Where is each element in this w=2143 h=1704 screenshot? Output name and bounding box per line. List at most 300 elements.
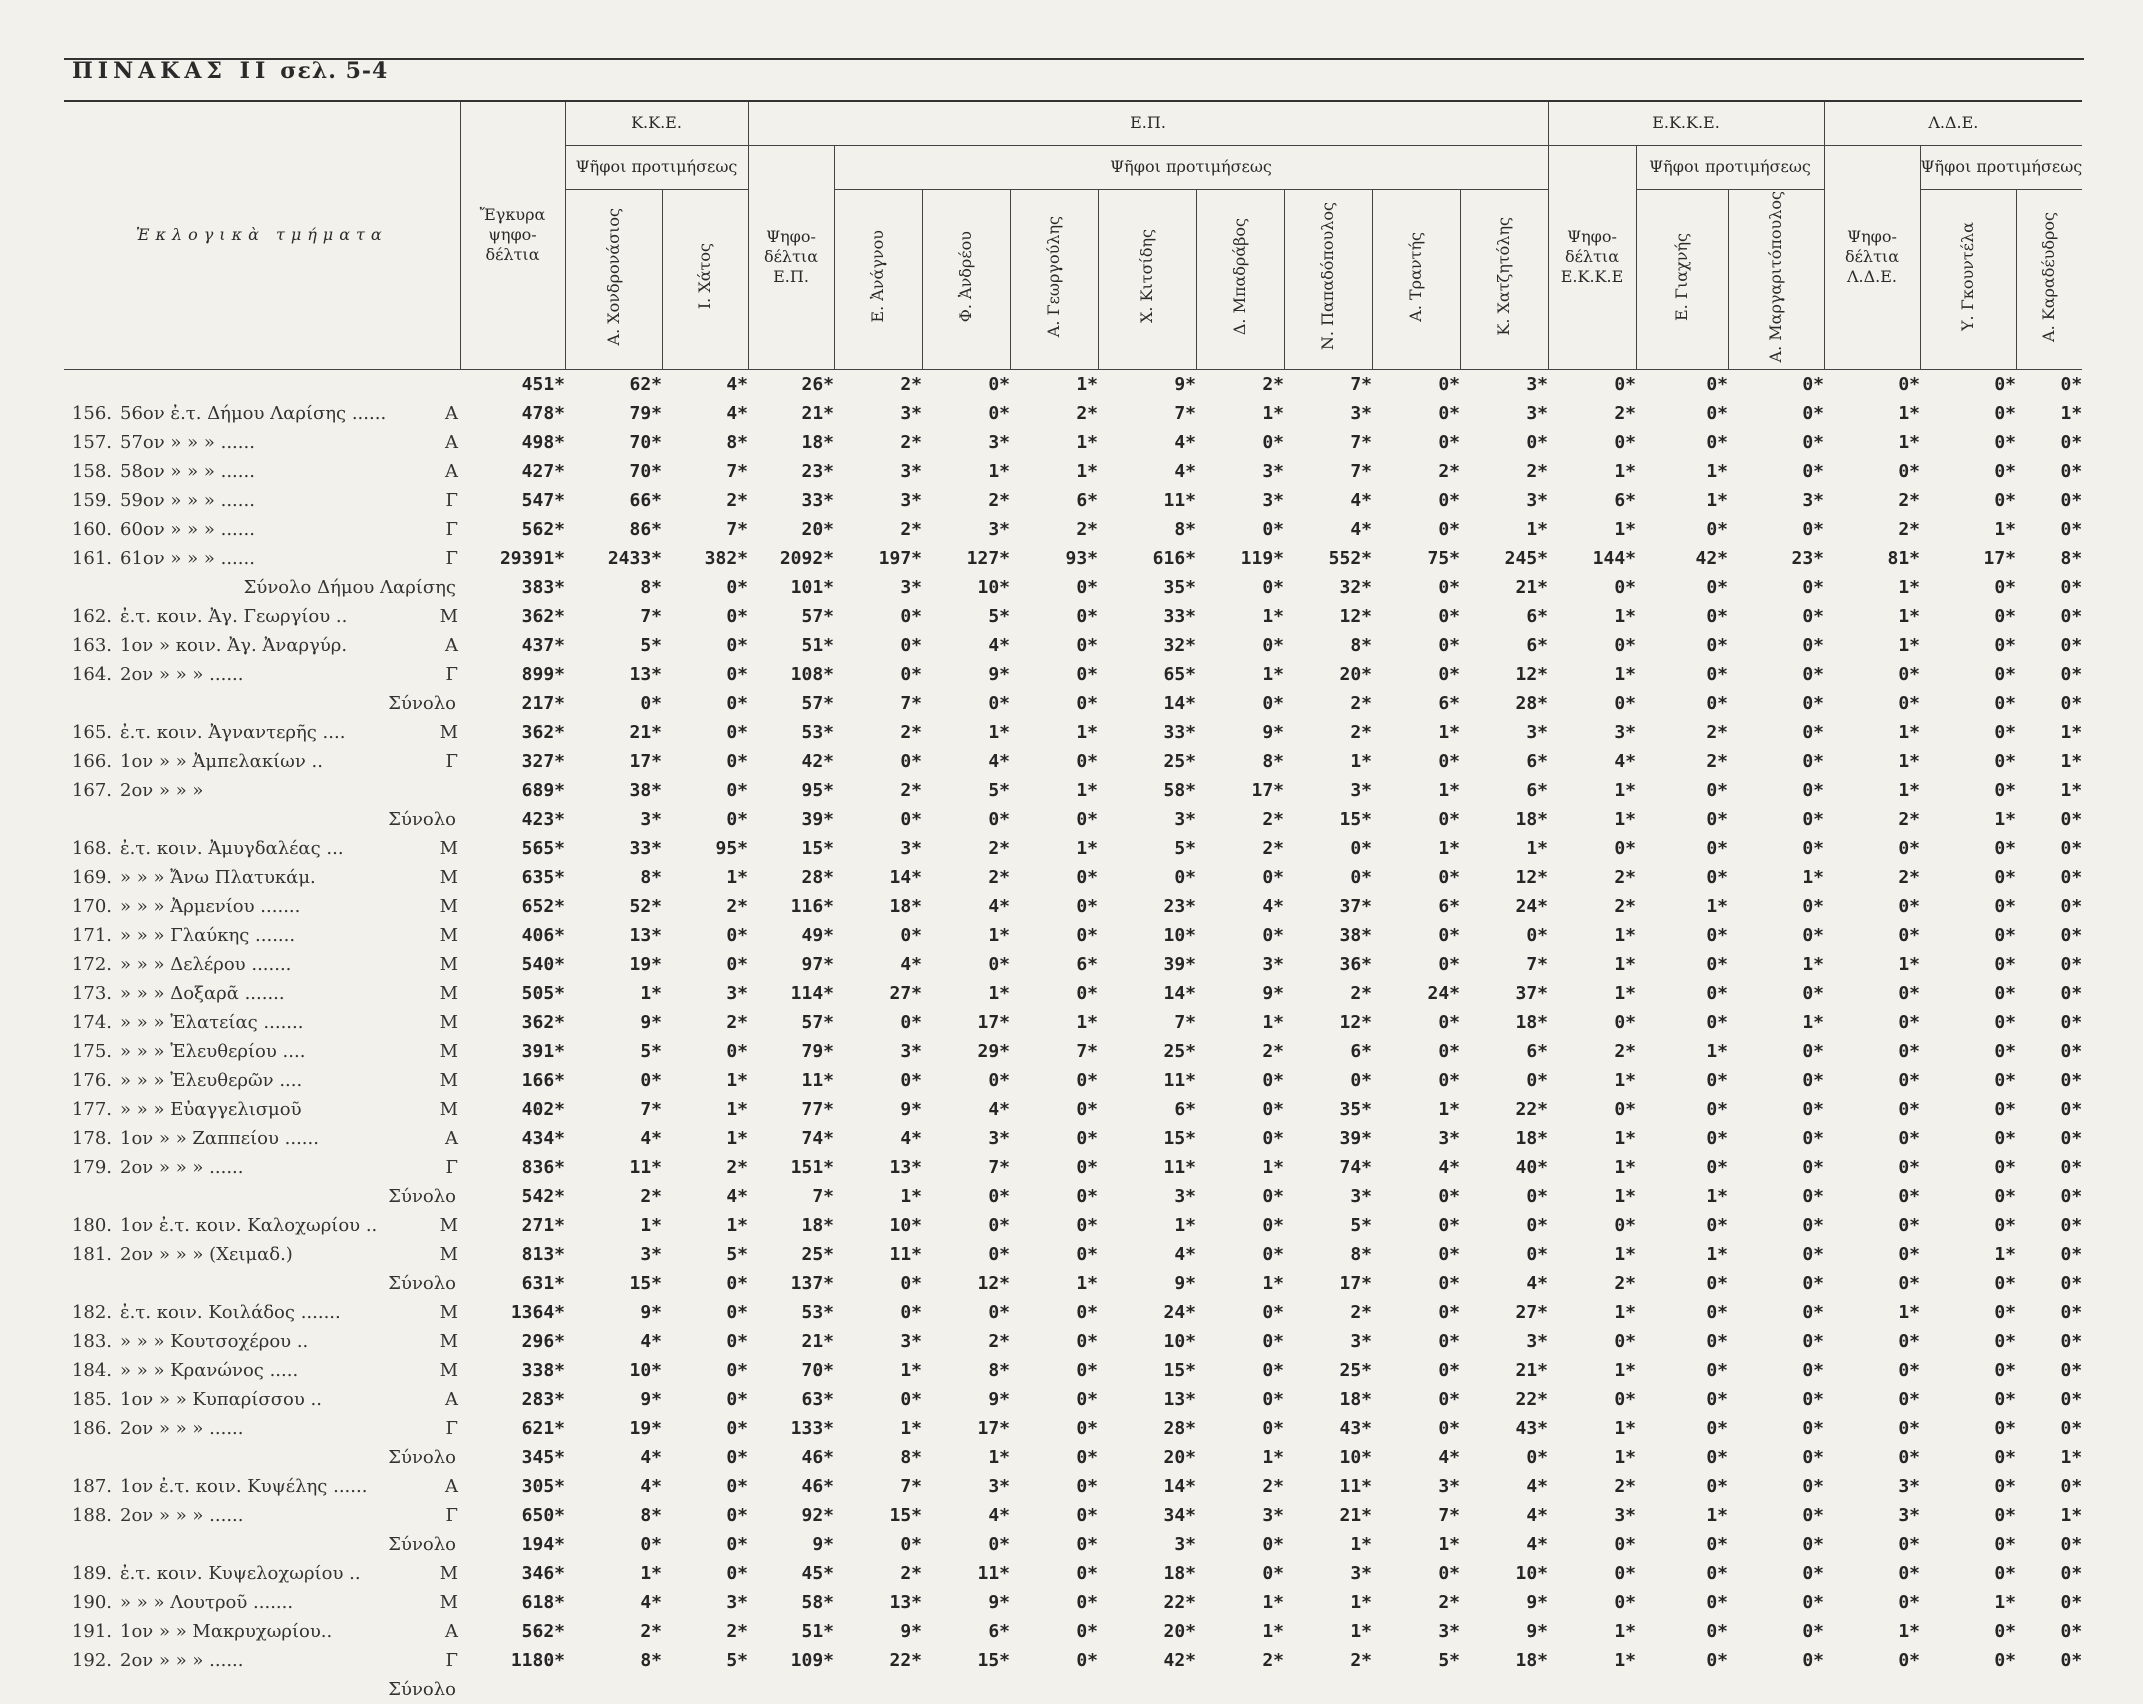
value-cell: 0* — [988, 1069, 1010, 1091]
value-cell: 18* — [1515, 1127, 1548, 1149]
area-cell — [64, 1182, 460, 1211]
value-cell: 0* — [1262, 692, 1284, 714]
value-cell: 1* — [1614, 779, 1636, 801]
value-cell: 3* — [640, 808, 662, 830]
area-class: Μ — [439, 1330, 458, 1352]
value-cell: 0* — [726, 1040, 748, 1062]
value-cell: 38* — [629, 779, 662, 801]
value-cell: 296* — [521, 1330, 565, 1352]
value-cell: 0* — [726, 1301, 748, 1323]
value-cell: 2* — [640, 1620, 662, 1642]
value-cell: 2* — [1706, 721, 1728, 743]
value-cell: 0* — [1994, 1011, 2016, 1033]
value-cell: 0* — [1076, 895, 1098, 917]
value-cell — [1196, 1675, 1284, 1704]
value-cell: 18* — [801, 1214, 834, 1236]
value-cell: 2092* — [779, 547, 834, 569]
value-cell: 0* — [1898, 1533, 1920, 1555]
value-cell: 478* — [521, 402, 565, 424]
area-cell — [64, 1298, 460, 1327]
value-cell: 0* — [1438, 1330, 1460, 1352]
value-cell: 0* — [1262, 1069, 1284, 1091]
value-cell: 0* — [1994, 924, 2016, 946]
value-cell: 0* — [1438, 576, 1460, 598]
value-cell: 1* — [1898, 953, 1920, 975]
value-cell: 565* — [521, 837, 565, 859]
value-cell: 32* — [1339, 576, 1372, 598]
value-cell: 345* — [521, 1446, 565, 1468]
value-cell: 0* — [1802, 1359, 1824, 1381]
value-cell: 0* — [1438, 1185, 1460, 1207]
value-cell: 1* — [1076, 1272, 1098, 1294]
value-cell: 0* — [1898, 895, 1920, 917]
value-cell: 1* — [1898, 634, 1920, 656]
value-cell: 1* — [2060, 750, 2083, 772]
value-cell: 15* — [977, 1649, 1010, 1671]
value-cell: 0* — [1994, 431, 2016, 453]
table-row — [64, 1095, 2082, 1124]
value-cell: 0* — [1898, 1098, 1920, 1120]
value-cell: 2* — [1614, 1475, 1636, 1497]
value-cell: 5* — [726, 1243, 748, 1265]
table-row — [64, 1501, 2082, 1530]
value-cell — [565, 1675, 662, 1704]
area-class: Μ — [439, 924, 458, 946]
value-cell: 0* — [1262, 924, 1284, 946]
value-cell: 2* — [1076, 402, 1098, 424]
value-cell: 0* — [1802, 431, 1824, 453]
table-row — [64, 863, 2082, 892]
value-cell: 15* — [1163, 1359, 1196, 1381]
value-cell: 1* — [1076, 1011, 1098, 1033]
value-cell: 0* — [1614, 1533, 1636, 1555]
value-cell: 0* — [1898, 924, 1920, 946]
area-label: » » » Δοξαρᾶ ....... — [120, 982, 285, 1004]
area-class: Α — [445, 1127, 458, 1149]
value-cell: 3* — [1174, 1533, 1196, 1555]
value-cell: 4* — [988, 750, 1010, 772]
value-cell: 18* — [1163, 1562, 1196, 1584]
value-cell: 197* — [878, 547, 922, 569]
table-row — [64, 776, 2082, 805]
area-label: » » » Λουτροῦ ....... — [120, 1591, 294, 1613]
value-cell: 0* — [1706, 1533, 1728, 1555]
value-cell: 1* — [640, 982, 662, 1004]
value-cell: 0* — [2060, 460, 2083, 482]
value-cell: 0* — [2060, 1591, 2083, 1613]
table-row — [64, 1414, 2082, 1443]
value-cell: 7* — [988, 1156, 1010, 1178]
value-cell: 1* — [726, 1214, 748, 1236]
value-cell: 7* — [1526, 953, 1548, 975]
value-cell: 0* — [1174, 866, 1196, 888]
value-cell: 0* — [1706, 1417, 1728, 1439]
value-cell: 0* — [1706, 1475, 1728, 1497]
table-row-total — [64, 1269, 2082, 1298]
value-cell: 0* — [1802, 460, 1824, 482]
value-cell: 58* — [1163, 779, 1196, 801]
value-cell: 3* — [1438, 1127, 1460, 1149]
value-cell: 74* — [1339, 1156, 1372, 1178]
value-cell: 116* — [790, 895, 834, 917]
value-cell: 0* — [2060, 1533, 2083, 1555]
value-cell: 7* — [1438, 1504, 1460, 1526]
area-number: 163. — [71, 634, 112, 656]
value-cell: 25* — [801, 1243, 834, 1265]
value-cell: 2* — [988, 866, 1010, 888]
value-cell: 434* — [521, 1127, 565, 1149]
area-number: 161. — [71, 547, 112, 569]
area-class: Γ — [445, 1504, 458, 1526]
area-cell — [64, 1559, 460, 1588]
value-cell: 42* — [1695, 547, 1728, 569]
value-cell: 0* — [1076, 1446, 1098, 1468]
area-class: Μ — [439, 1069, 458, 1091]
value-cell: 7* — [1350, 460, 1372, 482]
value-cell: 0* — [1614, 634, 1636, 656]
value-cell: 13* — [629, 924, 662, 946]
value-cell: 0* — [1706, 1562, 1728, 1584]
value-cell: 9* — [812, 1533, 834, 1555]
value-cell: 4* — [726, 402, 748, 424]
value-cell: 0* — [726, 1533, 748, 1555]
value-cell: 7* — [726, 518, 748, 540]
value-cell: 0* — [1994, 1301, 2016, 1323]
value-cell: 1* — [1706, 1504, 1728, 1526]
area-label: 2ον » » » ...... — [120, 1417, 244, 1439]
value-cell: 10* — [1515, 1562, 1548, 1584]
value-cell: 0* — [1898, 1243, 1920, 1265]
value-cell: 81* — [1887, 547, 1920, 569]
value-cell — [1010, 1675, 1098, 1704]
value-cell: 0* — [1994, 1330, 2016, 1352]
table-row — [64, 979, 2082, 1008]
value-cell: 0* — [1076, 1475, 1098, 1497]
value-cell: 3* — [1438, 1475, 1460, 1497]
value-cell: 0* — [1614, 1098, 1636, 1120]
value-cell: 1* — [1076, 373, 1098, 395]
value-cell: 1* — [1614, 518, 1636, 540]
table-row — [64, 602, 2082, 631]
value-cell: 1* — [1614, 808, 1636, 830]
value-cell: 0* — [988, 1185, 1010, 1207]
value-cell: 0* — [1438, 1417, 1460, 1439]
value-cell: 24* — [1515, 895, 1548, 917]
value-cell: 3* — [1262, 1504, 1284, 1526]
value-cell: 1* — [1614, 1649, 1636, 1671]
value-cell: 38* — [1339, 924, 1372, 946]
value-cell: 0* — [1706, 779, 1728, 801]
value-cell: 1* — [1706, 1040, 1728, 1062]
value-cell — [1728, 1675, 1824, 1704]
value-cell: 0* — [2060, 663, 2083, 685]
area-cell — [64, 1153, 460, 1182]
value-cell: 2* — [1350, 721, 1372, 743]
value-cell: 6* — [1076, 489, 1098, 511]
value-cell: 0* — [1994, 1040, 2016, 1062]
value-cell: 21* — [1515, 1359, 1548, 1381]
area-cell — [64, 1414, 460, 1443]
value-cell: 17* — [1251, 779, 1284, 801]
value-cell: 0* — [1994, 750, 2016, 772]
value-cell: 1* — [988, 1446, 1010, 1468]
value-cell: 0* — [2060, 1330, 2083, 1352]
value-cell: 0* — [1898, 982, 1920, 1004]
value-cell: 19* — [629, 1417, 662, 1439]
value-cell: 0* — [900, 1069, 922, 1091]
value-cell: 25* — [1163, 1040, 1196, 1062]
value-cell: 3* — [988, 431, 1010, 453]
area-number: 158. — [71, 460, 112, 482]
value-cell: 34* — [1163, 1504, 1196, 1526]
value-cell: 4* — [1526, 1475, 1548, 1497]
value-cell: 0* — [1262, 1533, 1284, 1555]
area-number: 164. — [71, 663, 112, 685]
area-class: Α — [445, 460, 458, 482]
value-cell: 3* — [1174, 1185, 1196, 1207]
value-cell: 1* — [900, 1359, 922, 1381]
value-cell: 22* — [889, 1649, 922, 1671]
value-cell: 0* — [1706, 837, 1728, 859]
value-cell: 108* — [790, 663, 834, 685]
value-cell: 4* — [640, 1446, 662, 1468]
value-cell: 813* — [521, 1243, 565, 1265]
value-cell: 11* — [801, 1069, 834, 1091]
value-cell: 0* — [2060, 866, 2083, 888]
value-cell: 26* — [801, 373, 834, 395]
area-number: 157. — [71, 431, 112, 453]
value-cell: 9* — [1174, 1272, 1196, 1294]
value-cell: 6* — [1350, 1040, 1372, 1062]
value-cell: 0* — [1994, 1649, 2016, 1671]
value-cell: 1* — [1614, 1359, 1636, 1381]
value-cell: 0* — [1898, 1591, 1920, 1613]
value-cell: 57* — [801, 605, 834, 627]
area-label: 2ον » » » ...... — [120, 1156, 244, 1178]
column-header-ekke: Ε.Κ.Κ.Ε. — [1548, 101, 1824, 145]
value-cell: 0* — [726, 953, 748, 975]
value-cell: 631* — [521, 1272, 565, 1294]
value-cell: 25* — [1163, 750, 1196, 772]
results-table-wrapper — [64, 100, 2082, 1704]
area-label: 2ον » » » (Χειμαδ.) — [120, 1243, 293, 1265]
table-row — [64, 1153, 2082, 1182]
area-number: 190. — [71, 1591, 112, 1613]
area-label: Σύνολο — [388, 1185, 456, 1207]
value-cell: 4* — [1438, 1156, 1460, 1178]
area-class: Γ — [445, 489, 458, 511]
value-cell: 18* — [801, 431, 834, 453]
value-cell: 24* — [1163, 1301, 1196, 1323]
value-cell: 4* — [1526, 1504, 1548, 1526]
value-cell: 2* — [1614, 1040, 1636, 1062]
value-cell: 7* — [1174, 1011, 1196, 1033]
table-row-total — [64, 1675, 2082, 1704]
area-number: 182. — [71, 1301, 112, 1323]
value-cell: 6* — [1174, 1098, 1196, 1120]
value-cell: 0* — [1706, 1272, 1728, 1294]
area-cell — [64, 399, 460, 428]
value-cell: 0* — [1994, 1272, 2016, 1294]
area-label: 59ον » » » ...... — [120, 489, 255, 511]
value-cell: 1* — [1614, 1417, 1636, 1439]
value-cell: 0* — [1438, 1243, 1460, 1265]
column-header-lde: Λ.Δ.Ε. — [1824, 101, 2082, 145]
area-cell — [64, 1530, 460, 1559]
area-cell — [64, 573, 460, 602]
value-cell: 0* — [1438, 924, 1460, 946]
value-cell: 0* — [1802, 837, 1824, 859]
table-row — [64, 544, 2082, 573]
value-cell: 542* — [521, 1185, 565, 1207]
value-cell: 22* — [1515, 1098, 1548, 1120]
value-cell: 0* — [1802, 924, 1824, 946]
value-cell: 1* — [1262, 663, 1284, 685]
value-cell: 1* — [1262, 1156, 1284, 1178]
value-cell: 17* — [629, 750, 662, 772]
area-label: Σύνολο — [388, 808, 456, 830]
value-cell: 8* — [640, 1504, 662, 1526]
value-cell: 0* — [1706, 634, 1728, 656]
value-cell: 362* — [521, 721, 565, 743]
value-cell: 2* — [900, 431, 922, 453]
table-row — [64, 1472, 2082, 1501]
value-cell: 17* — [1983, 547, 2016, 569]
value-cell: 2* — [1526, 460, 1548, 482]
value-cell: 1* — [1438, 837, 1460, 859]
value-cell: 0* — [2060, 1127, 2083, 1149]
value-cell: 552* — [1328, 547, 1372, 569]
value-cell: 0* — [1076, 1243, 1098, 1265]
value-cell: 0* — [1706, 808, 1728, 830]
value-cell: 0* — [1438, 1214, 1460, 1236]
value-cell: 547* — [521, 489, 565, 511]
value-cell: 43* — [1515, 1417, 1548, 1439]
value-cell: 0* — [1438, 373, 1460, 395]
table-row — [64, 950, 2082, 979]
area-label: 1ον » » Μακρυχωρίου.. — [120, 1620, 333, 1642]
value-cell: 1* — [1614, 605, 1636, 627]
column-header-ep-candidate-2: Φ. Ἀνδρέου — [922, 189, 1010, 369]
column-header-ep-candidate-5: Δ. Μπαδράβος — [1196, 189, 1284, 369]
value-cell: 0* — [1898, 837, 1920, 859]
value-cell: 0* — [1706, 518, 1728, 540]
value-cell — [1636, 1675, 1728, 1704]
value-cell: 15* — [629, 1272, 662, 1294]
value-cell — [922, 1675, 1010, 1704]
value-cell: 0* — [2060, 518, 2083, 540]
value-cell: 0* — [726, 1562, 748, 1584]
value-cell: 1* — [726, 1127, 748, 1149]
value-cell: 2* — [1898, 518, 1920, 540]
value-cell: 0* — [2060, 982, 2083, 1004]
value-cell: 0* — [988, 1301, 1010, 1323]
value-cell: 1* — [726, 866, 748, 888]
value-cell: 4* — [1350, 489, 1372, 511]
value-cell: 0* — [1898, 1388, 1920, 1410]
area-number: 156. — [71, 402, 112, 424]
value-cell: 9* — [900, 1098, 922, 1120]
value-cell: 6* — [1076, 953, 1098, 975]
table-row — [64, 660, 2082, 689]
value-cell: 133* — [790, 1417, 834, 1439]
value-cell: 1* — [1614, 1156, 1636, 1178]
value-cell: 0* — [1802, 1620, 1824, 1642]
value-cell: 0* — [2060, 1069, 2083, 1091]
area-number: 169. — [71, 866, 112, 888]
value-cell: 540* — [521, 953, 565, 975]
value-cell: 0* — [1994, 489, 2016, 511]
value-cell: 0* — [1614, 1011, 1636, 1033]
value-cell: 7* — [726, 460, 748, 482]
value-cell: 1* — [1262, 1446, 1284, 1468]
value-cell: 17* — [1339, 1272, 1372, 1294]
area-cell — [64, 544, 460, 573]
area-label: 61ον » » » ...... — [120, 547, 255, 569]
value-cell: 4* — [1526, 1533, 1548, 1555]
value-cell: 423* — [521, 808, 565, 830]
area-class: Μ — [439, 982, 458, 1004]
value-cell: 0* — [1802, 576, 1824, 598]
value-cell: 24* — [1427, 982, 1460, 1004]
value-cell: 0* — [900, 1011, 922, 1033]
value-cell — [1460, 1675, 1548, 1704]
value-cell: 0* — [2060, 1417, 2083, 1439]
value-cell: 1* — [1706, 1185, 1728, 1207]
area-class: Α — [445, 1620, 458, 1642]
value-cell: 0* — [1076, 605, 1098, 627]
value-cell: 1* — [726, 1069, 748, 1091]
value-cell: 0* — [1802, 1417, 1824, 1439]
value-cell: 0* — [1994, 721, 2016, 743]
value-cell: 245* — [1504, 547, 1548, 569]
value-cell: 0* — [1526, 1069, 1548, 1091]
value-cell: 3* — [1898, 1504, 1920, 1526]
value-cell: 0* — [726, 1504, 748, 1526]
value-cell: 0* — [1706, 576, 1728, 598]
value-cell: 3* — [1526, 721, 1548, 743]
area-number: 183. — [71, 1330, 112, 1352]
value-cell: 4* — [1174, 460, 1196, 482]
value-cell: 9* — [988, 1591, 1010, 1613]
value-cell: 3* — [900, 402, 922, 424]
value-cell: 1* — [1076, 837, 1098, 859]
value-cell: 0* — [1706, 1011, 1728, 1033]
area-cell — [64, 428, 460, 457]
area-class: Μ — [439, 953, 458, 975]
value-cell: 28* — [1515, 692, 1548, 714]
value-cell: 0* — [1526, 1446, 1548, 1468]
table-row-total — [64, 1530, 2082, 1559]
value-cell: 0* — [1262, 1098, 1284, 1120]
value-cell: 0* — [1076, 1562, 1098, 1584]
area-cell — [64, 486, 460, 515]
value-cell: 0* — [1706, 924, 1728, 946]
value-cell: 77* — [801, 1098, 834, 1120]
area-number: 186. — [71, 1417, 112, 1439]
value-cell: 2* — [1262, 1040, 1284, 1062]
value-cell: 2* — [726, 489, 748, 511]
value-cell: 0* — [1706, 1359, 1728, 1381]
table-row-total — [64, 689, 2082, 718]
value-cell: 39* — [1339, 1127, 1372, 1149]
value-cell: 0* — [1994, 1417, 2016, 1439]
value-cell: 144* — [1592, 547, 1636, 569]
value-cell: 1* — [1262, 605, 1284, 627]
value-cell: 0* — [2060, 924, 2083, 946]
area-class: Μ — [439, 866, 458, 888]
value-cell: 7* — [900, 1475, 922, 1497]
